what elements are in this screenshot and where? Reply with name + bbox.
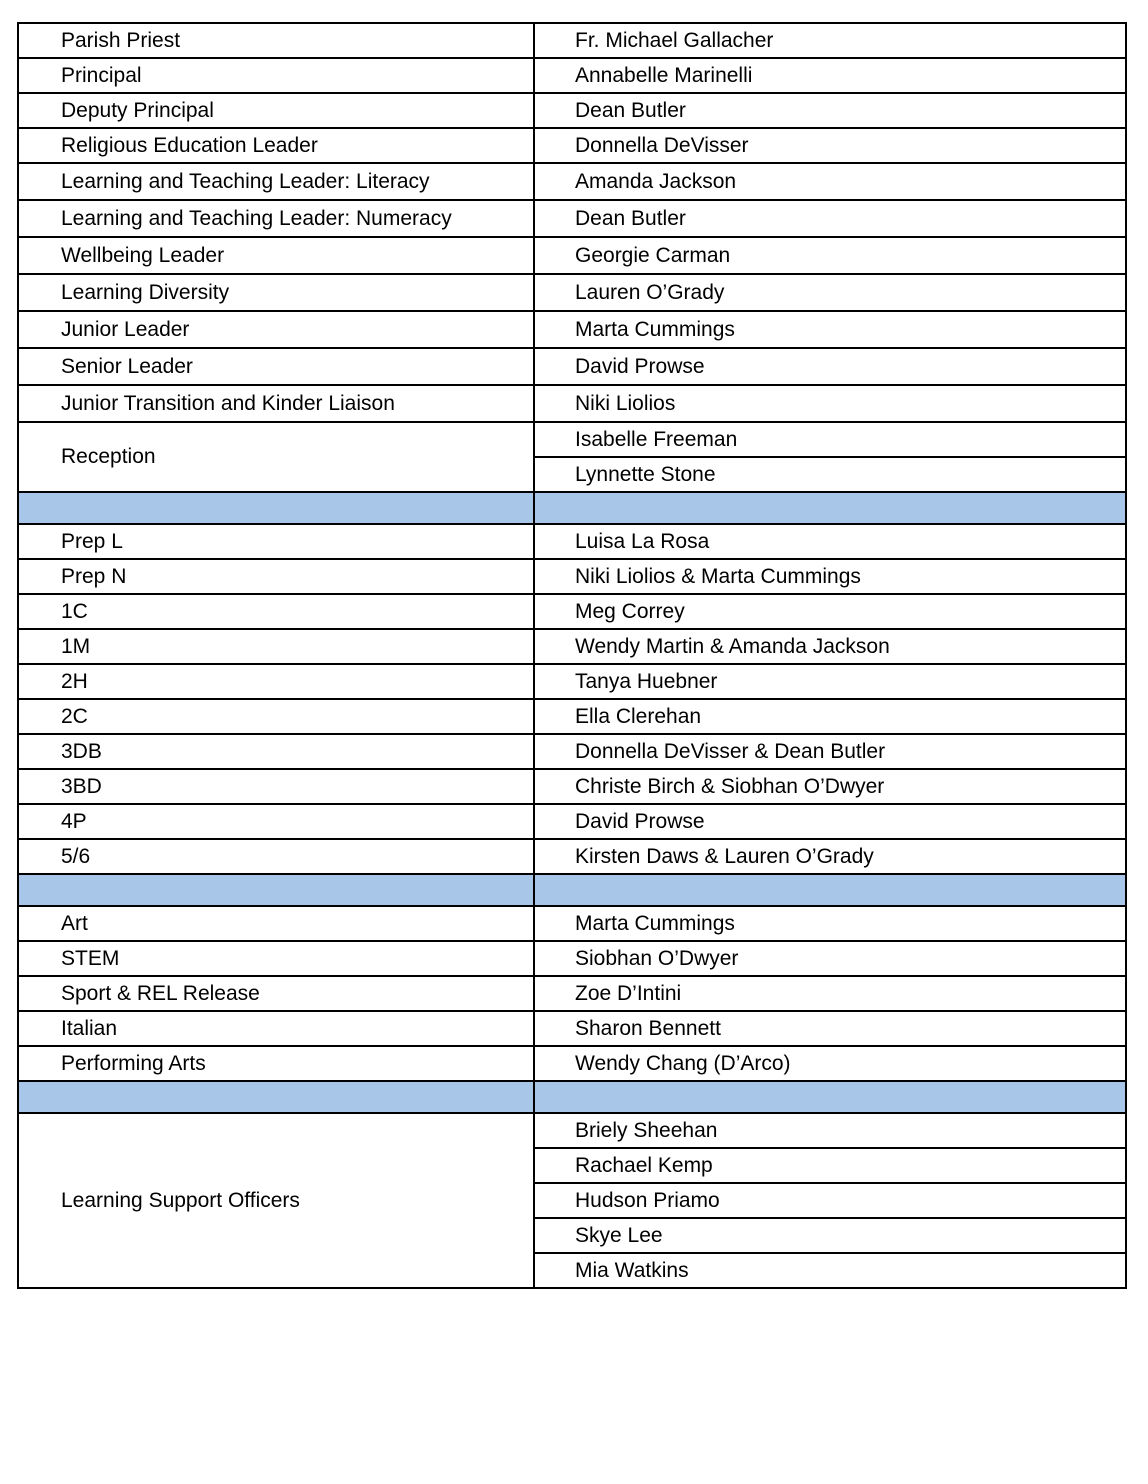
- role-cell: Art: [18, 906, 534, 941]
- role-cell: Parish Priest: [18, 23, 534, 58]
- table-row: [18, 976, 1126, 1011]
- section-divider: [18, 492, 1126, 524]
- name-cell: Meg Correy: [534, 594, 1126, 629]
- name-cell: Niki Liolios: [534, 385, 1126, 422]
- name-cell: Tanya Huebner: [534, 664, 1126, 699]
- staff-table-body: [18, 23, 1126, 1288]
- name-cell: Zoe D’Intini: [534, 976, 1126, 1011]
- name-cell: Wendy Martin & Amanda Jackson: [534, 629, 1126, 664]
- name-cell: Marta Cummings: [534, 906, 1126, 941]
- role-cell: Learning Diversity: [18, 274, 534, 311]
- role-cell: Religious Education Leader: [18, 128, 534, 163]
- name-cell: Sharon Bennett: [534, 1011, 1126, 1046]
- divider-cell: [18, 492, 534, 524]
- table-row: [18, 769, 1126, 804]
- table-row: [18, 734, 1126, 769]
- table-row: [18, 699, 1126, 734]
- name-cell: Dean Butler: [534, 200, 1126, 237]
- name-cell: Luisa La Rosa: [534, 524, 1126, 559]
- name-cell: Niki Liolios & Marta Cummings: [534, 559, 1126, 594]
- name-cell: Marta Cummings: [534, 311, 1126, 348]
- role-cell: Italian: [18, 1011, 534, 1046]
- table-row: [18, 1011, 1126, 1046]
- name-cell: Ella Clerehan: [534, 699, 1126, 734]
- table-row: [18, 1113, 1126, 1148]
- section-divider: [18, 874, 1126, 906]
- table-row: [18, 58, 1126, 93]
- name-cell: Georgie Carman: [534, 237, 1126, 274]
- name-cell: David Prowse: [534, 804, 1126, 839]
- role-cell: Learning and Teaching Leader: Literacy: [18, 163, 534, 200]
- section-divider: [18, 1081, 1126, 1113]
- name-cell: Skye Lee: [534, 1218, 1126, 1253]
- role-cell: Junior Leader: [18, 311, 534, 348]
- table-row: [18, 594, 1126, 629]
- role-cell: 2C: [18, 699, 534, 734]
- role-cell: 5/6: [18, 839, 534, 874]
- role-cell: Learning Support Officers: [18, 1113, 534, 1288]
- role-cell: Junior Transition and Kinder Liaison: [18, 385, 534, 422]
- role-cell: 3DB: [18, 734, 534, 769]
- table-row: [18, 524, 1126, 559]
- name-cell: Isabelle Freeman: [534, 422, 1126, 457]
- table-row: [18, 629, 1126, 664]
- name-cell: Kirsten Daws & Lauren O’Grady: [534, 839, 1126, 874]
- table-row: [18, 311, 1126, 348]
- role-cell: Sport & REL Release: [18, 976, 534, 1011]
- role-cell: Prep L: [18, 524, 534, 559]
- role-cell: 1C: [18, 594, 534, 629]
- name-cell: Briely Sheehan: [534, 1113, 1126, 1148]
- name-cell: Amanda Jackson: [534, 163, 1126, 200]
- name-cell: Lauren O’Grady: [534, 274, 1126, 311]
- name-cell: Siobhan O’Dwyer: [534, 941, 1126, 976]
- name-cell: Rachael Kemp: [534, 1148, 1126, 1183]
- table-row: [18, 348, 1126, 385]
- divider-cell: [534, 874, 1126, 906]
- table-row: [18, 839, 1126, 874]
- name-cell: Annabelle Marinelli: [534, 58, 1126, 93]
- table-row: [18, 906, 1126, 941]
- name-cell: David Prowse: [534, 348, 1126, 385]
- divider-cell: [18, 874, 534, 906]
- table-row: [18, 804, 1126, 839]
- table-row: [18, 93, 1126, 128]
- name-cell: Christe Birch & Siobhan O’Dwyer: [534, 769, 1126, 804]
- table-row: [18, 274, 1126, 311]
- name-cell: Hudson Priamo: [534, 1183, 1126, 1218]
- name-cell: Mia Watkins: [534, 1253, 1126, 1288]
- name-cell: Donnella DeVisser & Dean Butler: [534, 734, 1126, 769]
- table-row: [18, 200, 1126, 237]
- divider-cell: [534, 492, 1126, 524]
- role-cell: Learning and Teaching Leader: Numeracy: [18, 200, 534, 237]
- name-cell: Wendy Chang (D’Arco): [534, 1046, 1126, 1081]
- name-cell: Lynnette Stone: [534, 457, 1126, 492]
- table-row: [18, 1046, 1126, 1081]
- divider-cell: [18, 1081, 534, 1113]
- role-cell: Senior Leader: [18, 348, 534, 385]
- role-cell: Prep N: [18, 559, 534, 594]
- divider-cell: [534, 1081, 1126, 1113]
- table-row: [18, 941, 1126, 976]
- role-cell: 1M: [18, 629, 534, 664]
- table-row: [18, 237, 1126, 274]
- table-row: [18, 128, 1126, 163]
- table-row: [18, 422, 1126, 457]
- staff-directory-table: [17, 22, 1127, 1289]
- role-cell: Wellbeing Leader: [18, 237, 534, 274]
- name-cell: Fr. Michael Gallacher: [534, 23, 1126, 58]
- role-cell: Performing Arts: [18, 1046, 534, 1081]
- role-cell: Principal: [18, 58, 534, 93]
- table-row: [18, 559, 1126, 594]
- role-cell: STEM: [18, 941, 534, 976]
- table-row: [18, 664, 1126, 699]
- table-row: [18, 23, 1126, 58]
- name-cell: Dean Butler: [534, 93, 1126, 128]
- role-cell: 3BD: [18, 769, 534, 804]
- table-row: [18, 163, 1126, 200]
- name-cell: Donnella DeVisser: [534, 128, 1126, 163]
- role-cell: Deputy Principal: [18, 93, 534, 128]
- role-cell: Reception: [18, 422, 534, 492]
- role-cell: 4P: [18, 804, 534, 839]
- role-cell: 2H: [18, 664, 534, 699]
- table-row: [18, 385, 1126, 422]
